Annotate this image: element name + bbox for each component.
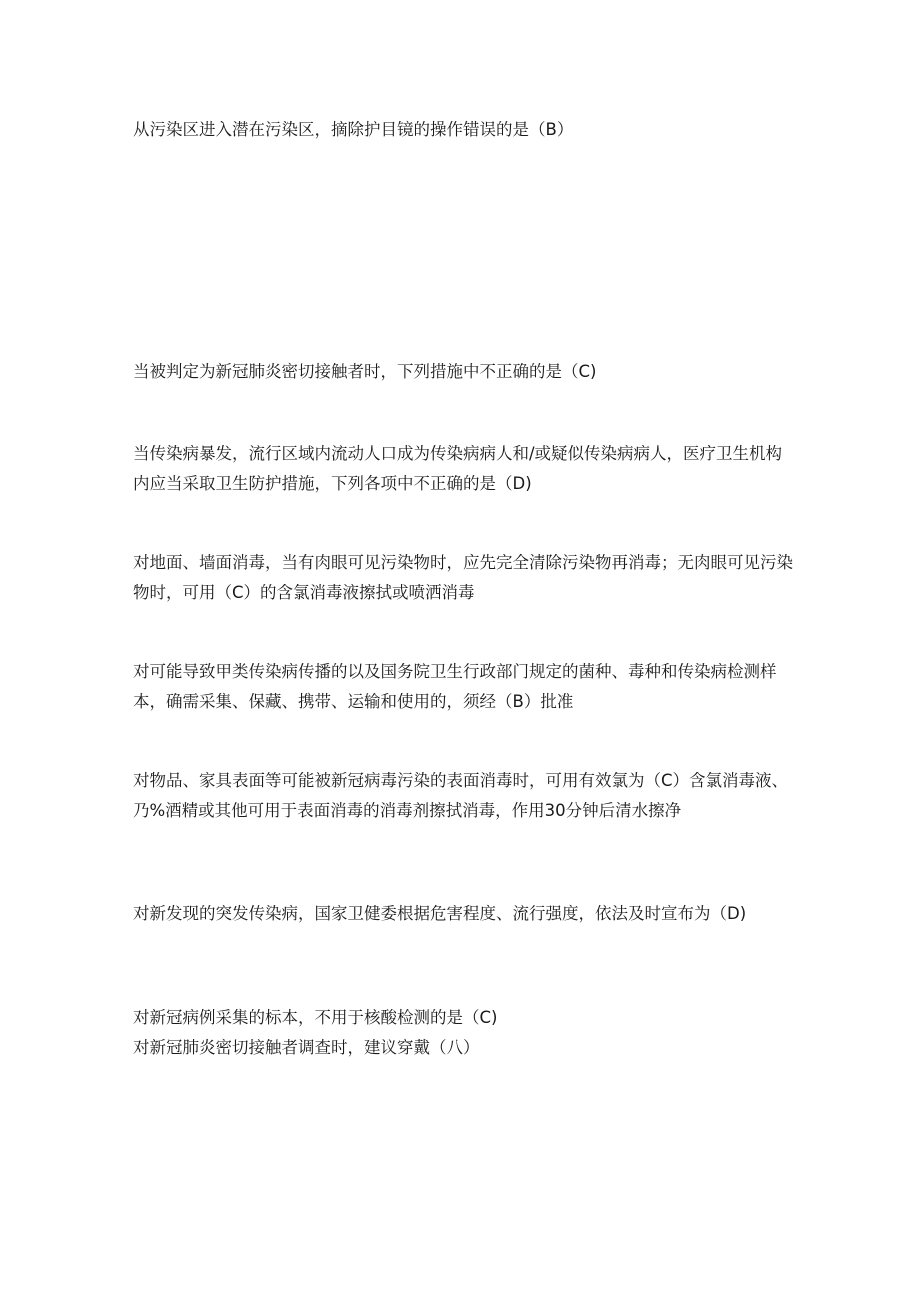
question-3: 当传染病暴发，流行区域内流动人口成为传染病病人和/或疑似传染病病人，医疗卫生机构内应当采取卫生防护措施，下列各项中不正确的是（D) xyxy=(133,444,783,493)
question-1: 从污染区进入潜在污染区，摘除护目镜的操作错误的是（B） xyxy=(133,120,574,139)
question-5: 对可能导致甲类传染病传播的以及国务院卫生行政部门规定的菌种、毒种和传染病检测样本，确需采集、保藏、携带、运输和使用的，须经（B）批准 xyxy=(133,662,777,711)
question-9: 对新冠肺炎密切接触者调查时，建议穿戴（八） xyxy=(133,1038,480,1057)
question-8: 对新冠病例采集的标本，不用于核酸检测的是（C) xyxy=(133,1008,498,1027)
question-7: 对新发现的突发传染病，国家卫健委根据危害程度、流行强度，依法及时宣布为（D) xyxy=(133,904,747,923)
question-2: 当被判定为新冠肺炎密切接触者时，下列措施中不正确的是（C) xyxy=(133,362,597,381)
question-6: 对物品、家具表面等可能被新冠病毒污染的表面消毒时，可用有效氯为（C）含氯消毒液、乃%酒精或其他可用于表面消毒的消毒剂擦拭消毒，作用30分钟后清水擦净 xyxy=(133,771,789,820)
question-4: 对地面、墙面消毒，当有肉眼可见污染物时，应先完全清除污染物再消毒；无肉眼可见污染物时，可用（C）的含氯消毒液擦拭或喷洒消毒 xyxy=(133,553,793,602)
